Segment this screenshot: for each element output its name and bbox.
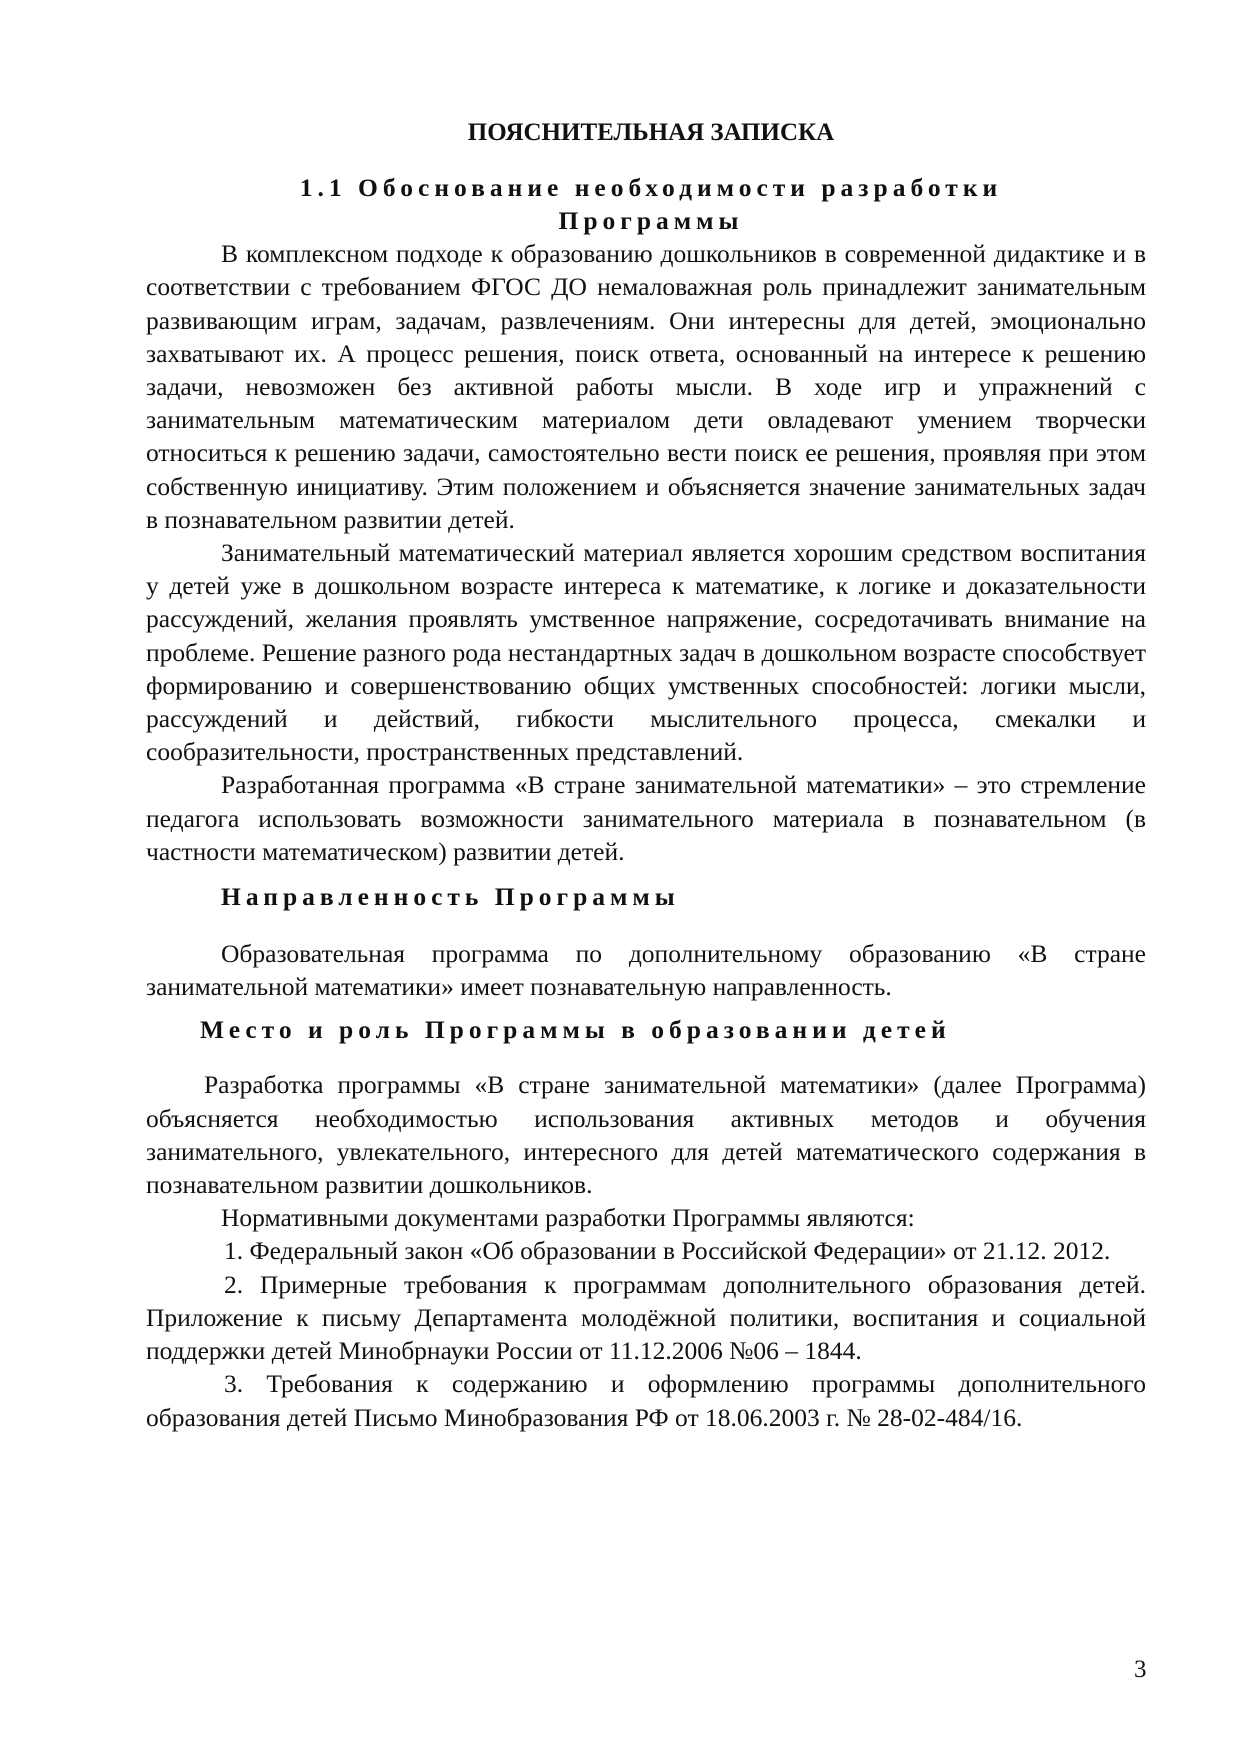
section-1-paragraph: В комплексном подходе к образованию дошкольников в современной дидактике и в соответствии с требованием ФГОС ДО немаловажная роль принадлежит занимательным развивающим играм, задачам, развлечениям. Они интересны для детей, эмоционально захватывают их. А процесс решения, поиск ответа, основанный на интересе к решению задачи, невозможен без активной работы мысли. В ходе игр и упражнений с занимательным математическим материалом дети овладевают умением творчески относиться к решению задачи, самостоятельно вести поиск ее решения, проявляя при этом собственную инициативу. Этим положением и объясняется значение занимательных задач в познавательном развитии детей. [146, 239, 1146, 534]
list-item: 3. Требования к содержанию и оформлению программы дополнительного образования детей Письмо Минобразования РФ от 18.06.2003 г. № 28-02-484/16. [146, 1369, 1146, 1432]
section-1-paragraph: Занимательный математический материал является хорошим средством воспитания у детей уже в дошкольном возрасте интереса к математике, к логике и доказательности рассуждений, желания проявлять умственное напряжение, сосредотачивать внимание на проблеме. Решение разного рода нестандартных задач в дошкольном возрасте способствует формированию и совершенствованию общих умственных способностей: логики мысли, рассуждений и действий, гибкости мыслительного процесса, смекалки и сообразительности, пространственных представлений. [146, 538, 1146, 767]
normative-intro: Нормативными документами разработки Программы являются: [221, 1203, 915, 1233]
section-1-heading [146, 171, 1146, 237]
normative-list [146, 1234, 1146, 1433]
document-page [146, 116, 1146, 1434]
section-2-heading: Направленность Программы [221, 882, 680, 912]
section-1-paragraph: Разработанная программа «В стране занимательной математики» – это стремление педагога использовать возможности занимательного материала в познавательном (в частности математическом) развитии детей. [146, 770, 1146, 866]
section-3-paragraph: Разработка программы «В стране занимательной математики» (далее Программа) объясняется необходимостью использования активных методов и обучения занимательного, увлекательного, интересного для детей математического содержания в познавательном развитии дошкольников. [146, 1070, 1146, 1200]
list-item: 1. Федеральный закон «Об образовании в Российской Федерации» от 21.12. 2012. [224, 1236, 1111, 1266]
page-title: ПОЯСНИТЕЛЬНАЯ ЗАПИСКА [467, 119, 835, 146]
section-1-heading-line2: Программы [558, 206, 744, 236]
section-3-heading: Место и роль Программы в образовании детей [200, 1015, 951, 1045]
section-2-paragraph: Образовательная программа по дополнительному образованию «В стране занимательной математики» имеет познавательную направленность. [146, 939, 1146, 1002]
page-number: 3 [1134, 1656, 1147, 1683]
list-item: 2. Примерные требования к программам дополнительного образования детей. Приложение к письму Департамента молодёжной политики, воспитания и социальной поддержки детей Минобрнауки России от 11.12.2006 №06 – 1844. [146, 1269, 1146, 1366]
section-1-heading-line1: 1.1 Обоснование необходимости разработки [299, 173, 1003, 203]
